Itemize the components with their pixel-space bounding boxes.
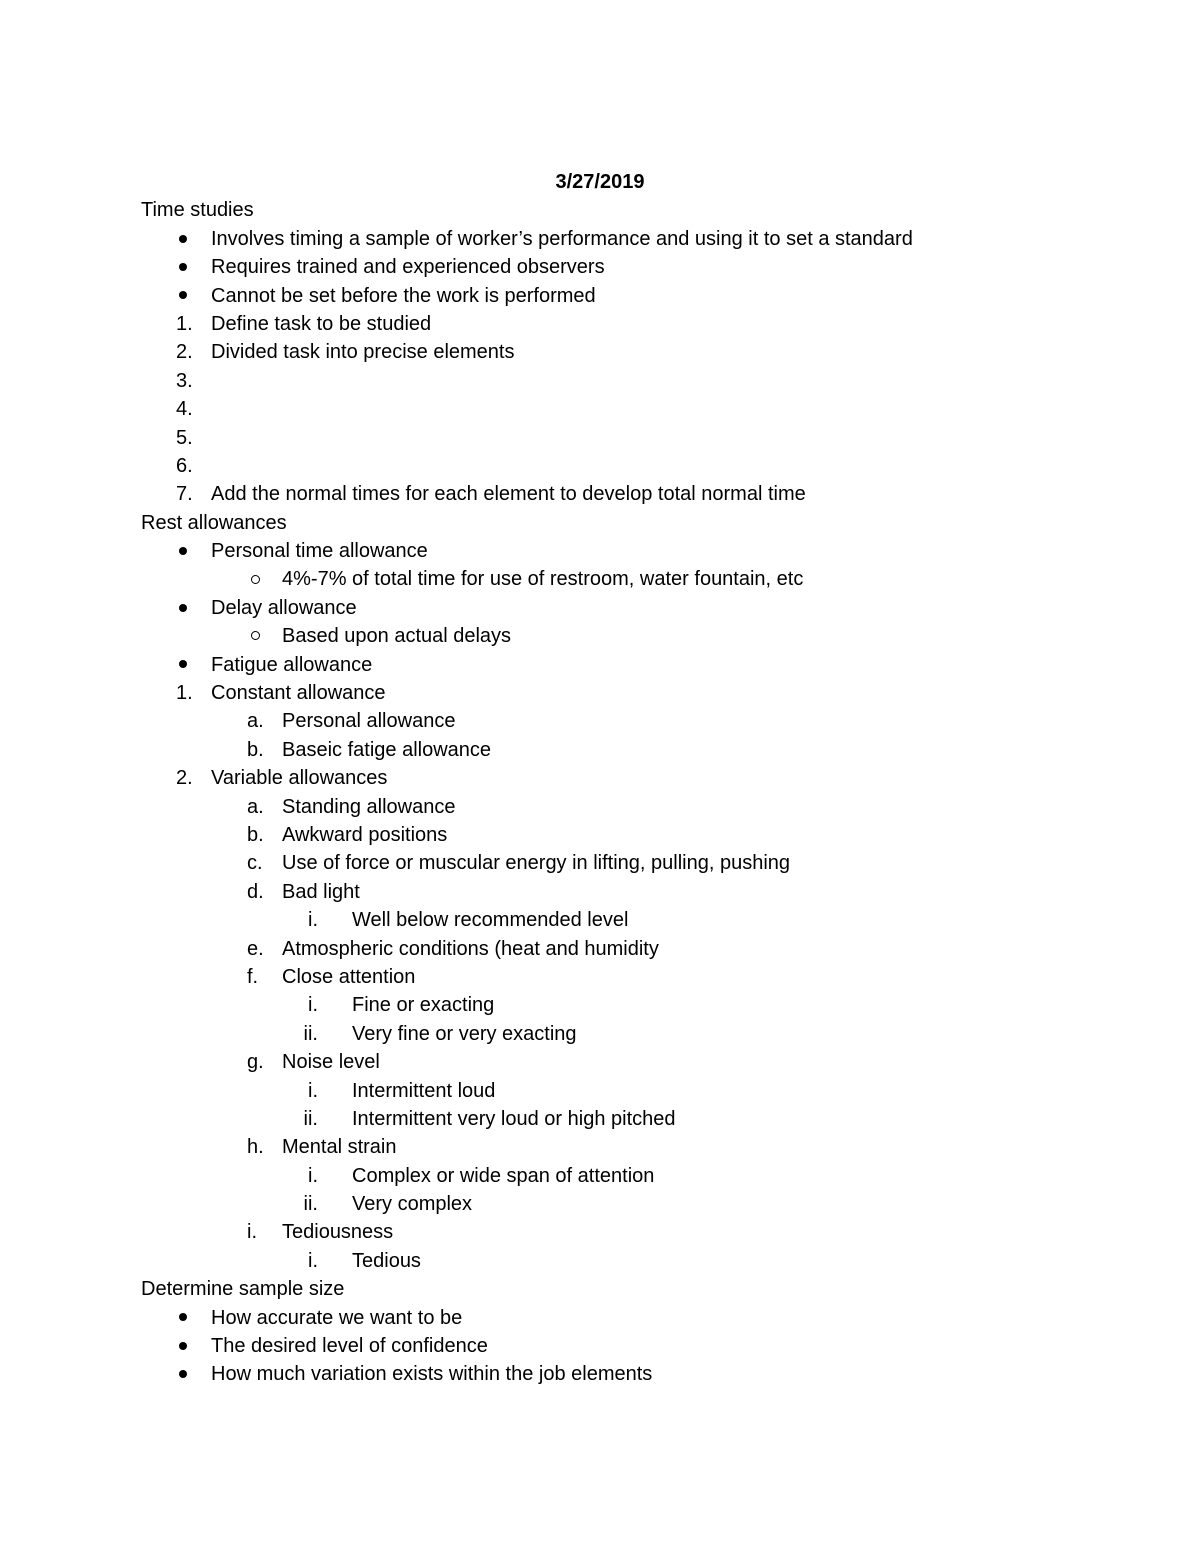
list-item [0, 480, 1200, 508]
list-item-text: Requires trained and experienced observers [211, 256, 605, 279]
bullet-icon [176, 537, 210, 565]
list-item [0, 594, 1200, 622]
list-item-text: Rest allowances [141, 511, 287, 534]
bullet-icon [176, 594, 210, 622]
list-marker: 7. [176, 483, 193, 506]
list-item [0, 1360, 1200, 1388]
list-item-text: Bad light [282, 880, 360, 903]
list-marker: ii. [303, 1193, 318, 1216]
list-item-text: Very complex [352, 1193, 473, 1216]
document-page [0, 168, 1200, 1389]
list-item [0, 1133, 1200, 1161]
list-item [0, 1304, 1200, 1332]
list-item [0, 537, 1200, 565]
list-item-text: Time studies [141, 199, 254, 222]
list-item [0, 707, 1200, 735]
list-item-text: Variable allowances [211, 767, 388, 790]
hollow-bullet-icon [247, 622, 281, 650]
list-item-text: Based upon actual delays [282, 625, 512, 648]
section-heading [0, 509, 1200, 537]
list-marker: i. [308, 1164, 318, 1187]
list-marker: i. [308, 909, 318, 932]
list-marker: 1. [176, 312, 193, 335]
bullet-icon [176, 1332, 210, 1360]
list-item [0, 225, 1200, 253]
list-item-text: Noise level [282, 1051, 380, 1074]
list-item [0, 793, 1200, 821]
list-item-text: Awkward positions [282, 823, 448, 846]
list-marker: i. [308, 1079, 318, 1102]
list-item [0, 452, 1200, 480]
list-item [0, 906, 1200, 934]
list-item [0, 878, 1200, 906]
list-item [0, 1332, 1200, 1360]
list-item-text: Use of force or muscular energy in lifting, pulling, pushing [282, 852, 791, 875]
list-marker: i. [308, 994, 318, 1017]
list-item [0, 367, 1200, 395]
bullet-icon [176, 1304, 210, 1332]
list-item [0, 395, 1200, 423]
list-item [0, 565, 1200, 593]
bullet-icon [176, 253, 210, 281]
list-item-text: Mental strain [282, 1136, 397, 1159]
list-item-text: 4%-7% of total time for use of restroom, water fountain, etc [282, 568, 804, 591]
list-item-text: Very fine or very exacting [352, 1022, 577, 1045]
list-item [0, 821, 1200, 849]
list-item [0, 338, 1200, 366]
list-item-text: Standing allowance [282, 795, 456, 818]
list-marker: e. [247, 937, 264, 960]
list-item-text: Involves timing a sample of worker’s performance and using it to set a standard [211, 227, 913, 250]
list-marker: i. [308, 1249, 318, 1272]
list-marker: f. [247, 965, 259, 988]
list-item-text: Intermittent very loud or high pitched [352, 1107, 676, 1130]
section-heading [0, 1275, 1200, 1303]
list-item [0, 1048, 1200, 1076]
list-item [0, 963, 1200, 991]
list-marker: ii. [303, 1022, 318, 1045]
list-item-text: Well below recommended level [352, 909, 629, 932]
list-marker: b. [247, 738, 264, 761]
list-item-text: Tediousness [282, 1221, 394, 1244]
list-item [0, 253, 1200, 281]
list-item [0, 764, 1200, 792]
list-marker: i. [247, 1221, 257, 1244]
list-item [0, 1105, 1200, 1133]
hollow-bullet-icon [247, 565, 281, 593]
list-item [0, 282, 1200, 310]
list-item-text: Close attention [282, 965, 416, 988]
list-marker: 6. [176, 454, 193, 477]
list-item [0, 1247, 1200, 1275]
list-marker: g. [247, 1051, 264, 1074]
list-marker: 5. [176, 426, 193, 449]
list-item-text: Baseic fatige allowance [282, 738, 492, 761]
list-item-text: Intermittent loud [352, 1079, 496, 1102]
list-item [0, 622, 1200, 650]
list-marker: 2. [176, 341, 193, 364]
list-item-text: Determine sample size [141, 1278, 345, 1301]
bullet-icon [176, 225, 210, 253]
list-item [0, 1020, 1200, 1048]
notes-list [0, 196, 1200, 1388]
list-marker: 2. [176, 767, 193, 790]
list-item [0, 651, 1200, 679]
list-item [0, 849, 1200, 877]
bullet-icon [176, 282, 210, 310]
list-item-text: Delay allowance [211, 596, 357, 619]
list-item [0, 1190, 1200, 1218]
list-item [0, 1218, 1200, 1246]
list-item-text: How accurate we want to be [211, 1306, 463, 1329]
list-marker: a. [247, 710, 264, 733]
list-item-text: Add the normal times for each element to develop total normal time [211, 483, 806, 506]
list-item-text: Divided task into precise elements [211, 341, 515, 364]
list-marker: 3. [176, 369, 193, 392]
list-item-text: Cannot be set before the work is performed [211, 284, 596, 307]
list-item [0, 424, 1200, 452]
list-item [0, 1162, 1200, 1190]
page-title: 3/27/2019 [555, 171, 645, 193]
list-item-text: Atmospheric conditions (heat and humidity [282, 937, 659, 960]
bullet-icon [176, 651, 210, 679]
list-item [0, 991, 1200, 1019]
list-item-text: The desired level of confidence [211, 1335, 488, 1358]
section-heading [0, 196, 1200, 224]
list-marker: h. [247, 1136, 264, 1159]
list-marker: a. [247, 795, 264, 818]
list-marker: b. [247, 823, 264, 846]
list-item-text: Personal allowance [282, 710, 456, 733]
list-item-text: Constant allowance [211, 682, 386, 705]
list-marker: 4. [176, 398, 193, 421]
list-item-text: How much variation exists within the job elements [211, 1363, 653, 1386]
list-item-text: Fine or exacting [352, 994, 495, 1017]
list-item [0, 736, 1200, 764]
list-marker: c. [247, 852, 263, 875]
list-marker: d. [247, 880, 264, 903]
list-item-text: Complex or wide span of attention [352, 1164, 655, 1187]
list-item-text: Personal time allowance [211, 540, 428, 563]
list-marker: ii. [303, 1107, 318, 1130]
list-item [0, 310, 1200, 338]
list-item-text: Tedious [352, 1249, 421, 1272]
list-item-text: Define task to be studied [211, 312, 432, 335]
list-item [0, 679, 1200, 707]
list-item-text: Fatigue allowance [211, 653, 373, 676]
list-item [0, 1077, 1200, 1105]
list-marker: 1. [176, 682, 193, 705]
bullet-icon [176, 1360, 210, 1388]
list-item [0, 935, 1200, 963]
